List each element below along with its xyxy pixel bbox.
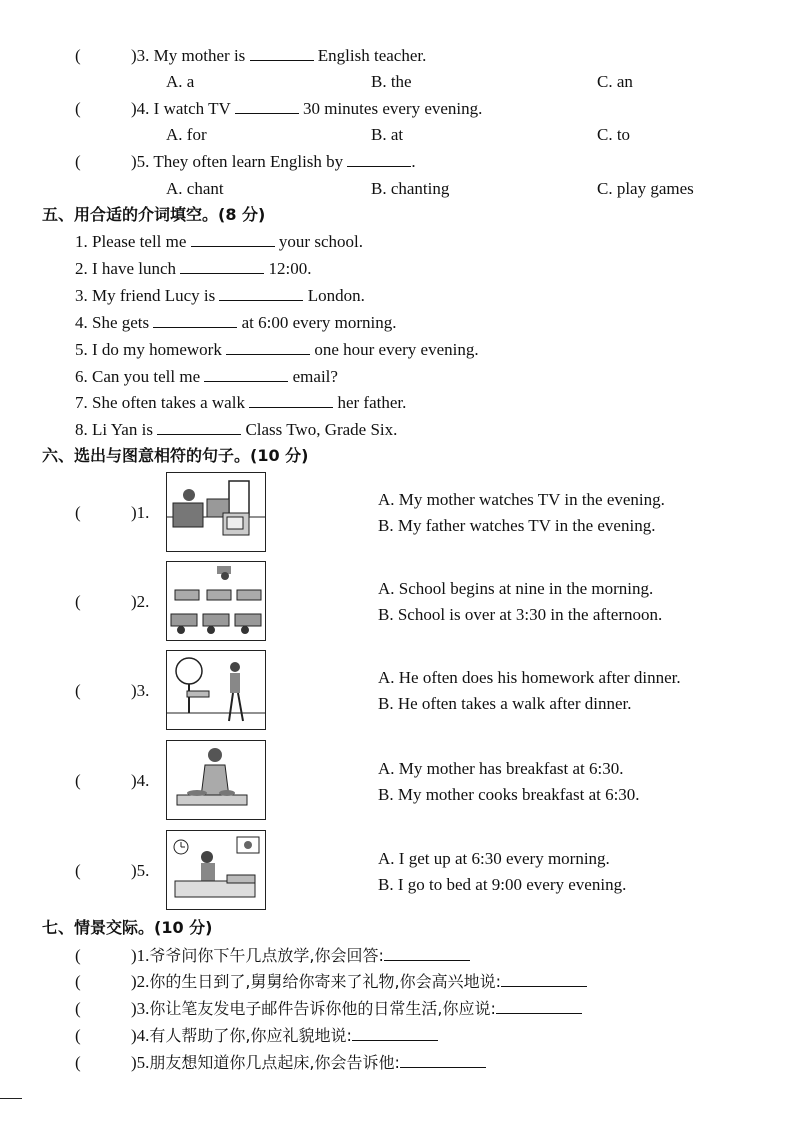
- section-5-item: [75, 259, 312, 279]
- answer-paren[interactable]: (: [75, 771, 81, 790]
- item-text: your school.: [278, 232, 363, 251]
- option-c[interactable]: C. to: [597, 125, 631, 144]
- section-5-item: [75, 367, 338, 387]
- item-text: Class Two, Grade Six.: [245, 420, 398, 439]
- answer-paren[interactable]: (: [75, 152, 81, 171]
- option-a[interactable]: A. a: [166, 72, 195, 91]
- option-a[interactable]: A. chant: [166, 179, 224, 198]
- answer-blank[interactable]: [219, 286, 303, 301]
- item-number: )4.: [131, 771, 150, 790]
- cooking-scene-illustration: [167, 741, 265, 819]
- section-5-title: 五、用合适的介词填空。(8 分): [42, 205, 266, 224]
- prompt-text: 有人帮助了你,你应礼貌地说:: [149, 1026, 352, 1045]
- choice-b[interactable]: B. He often takes a walk after dinner.: [378, 694, 632, 713]
- answer-blank[interactable]: [153, 313, 237, 328]
- tv-scene-illustration: [167, 473, 265, 551]
- answer-blank[interactable]: [235, 99, 299, 114]
- answer-blank[interactable]: [191, 232, 275, 247]
- answer-paren[interactable]: (: [75, 99, 81, 118]
- section-5-item: [75, 340, 479, 360]
- stem-text: 30 minutes every evening.: [302, 99, 483, 118]
- item-number: )2.: [131, 592, 150, 611]
- section-5-item: [75, 420, 397, 440]
- item-number: )1.: [131, 946, 150, 965]
- answer-blank[interactable]: [157, 420, 241, 435]
- answer-paren[interactable]: (: [75, 972, 81, 991]
- answer-blank[interactable]: [400, 1053, 486, 1068]
- item-number: )1.: [131, 503, 150, 522]
- option-c[interactable]: C. play games: [597, 179, 694, 198]
- picture-walking: [166, 650, 266, 730]
- choice-a[interactable]: A. I get up at 6:30 every morning.: [378, 849, 610, 868]
- item-number: )4.: [131, 1026, 150, 1045]
- prompt-text: 你让笔友发电子邮件告诉你他的日常生活,你应说:: [149, 999, 496, 1018]
- answer-paren[interactable]: (: [75, 46, 81, 65]
- answer-paren[interactable]: (: [75, 1026, 81, 1045]
- stem-text: English teacher.: [317, 46, 427, 65]
- item-number: )3.: [131, 681, 150, 700]
- stem-text: They often learn English by: [153, 152, 344, 171]
- classroom-illustration: [167, 562, 265, 640]
- item-text: 1. Please tell me: [75, 232, 187, 251]
- item-number: )4.: [131, 99, 150, 118]
- answer-blank[interactable]: [384, 946, 470, 961]
- choice-a[interactable]: A. My mother has breakfast at 6:30.: [378, 759, 624, 778]
- option-c[interactable]: C. an: [597, 72, 633, 91]
- stem-text: I watch TV: [153, 99, 231, 118]
- answer-blank[interactable]: [347, 152, 411, 167]
- section-5-item: [75, 393, 406, 413]
- answer-paren[interactable]: (: [75, 592, 81, 611]
- item-text: 8. Li Yan is: [75, 420, 153, 439]
- prompt-text: 爷爷问你下午几点放学,你会回答:: [149, 946, 384, 965]
- item-text: her father.: [337, 393, 407, 412]
- answer-paren[interactable]: (: [75, 946, 81, 965]
- item-text: at 6:00 every morning.: [241, 313, 397, 332]
- item-number: )5.: [131, 152, 150, 171]
- section-5-item: [75, 313, 397, 333]
- item-number: )5.: [131, 861, 150, 880]
- item-text: 3. My friend Lucy is: [75, 286, 216, 305]
- answer-paren[interactable]: (: [75, 503, 81, 522]
- answer-paren[interactable]: (: [75, 861, 81, 880]
- answer-blank[interactable]: [250, 46, 314, 61]
- prompt-text: 你的生日到了,舅舅给你寄来了礼物,你会高兴地说:: [149, 972, 501, 991]
- stem-text: .: [411, 152, 416, 171]
- picture-watching-tv: [166, 472, 266, 552]
- answer-blank[interactable]: [226, 340, 310, 355]
- footer-rule: [0, 1098, 22, 1099]
- item-text: 2. I have lunch: [75, 259, 177, 278]
- choice-b[interactable]: B. I go to bed at 9:00 every evening.: [378, 875, 627, 894]
- option-b[interactable]: B. at: [371, 125, 404, 144]
- option-b[interactable]: B. chanting: [371, 179, 450, 198]
- item-text: one hour every evening.: [314, 340, 479, 359]
- item-text: 7. She often takes a walk: [75, 393, 245, 412]
- choice-b[interactable]: B. My father watches TV in the evening.: [378, 516, 656, 535]
- section-5-item: [75, 232, 363, 252]
- bedroom-scene-illustration: [167, 831, 265, 909]
- choice-a[interactable]: A. My mother watches TV in the evening.: [378, 490, 665, 509]
- item-text: 6. Can you tell me: [75, 367, 201, 386]
- section-5-item: [75, 286, 365, 306]
- item-text: 5. I do my homework: [75, 340, 222, 359]
- prompt-text: 朋友想知道你几点起床,你会告诉他:: [149, 1053, 400, 1072]
- option-b[interactable]: B. the: [371, 72, 412, 91]
- answer-paren[interactable]: (: [75, 1053, 81, 1072]
- picture-bedroom: [166, 830, 266, 910]
- item-text: email?: [292, 367, 338, 386]
- item-text: London.: [307, 286, 365, 305]
- choice-b[interactable]: B. My mother cooks breakfast at 6:30.: [378, 785, 640, 804]
- item-number: )5.: [131, 1053, 150, 1072]
- section-6-title: 六、选出与图意相符的句子。(10 分): [42, 446, 309, 465]
- item-number: )3.: [131, 46, 150, 65]
- choice-b[interactable]: B. School is over at 3:30 in the afternoon.: [378, 605, 663, 624]
- answer-paren[interactable]: (: [75, 999, 81, 1018]
- picture-classroom: [166, 561, 266, 641]
- choice-a[interactable]: A. School begins at nine in the morning.: [378, 579, 654, 598]
- section-7-title: 七、情景交际。(10 分): [42, 918, 213, 937]
- answer-blank[interactable]: [204, 367, 288, 382]
- walk-scene-illustration: [167, 651, 265, 729]
- answer-blank[interactable]: [352, 1026, 438, 1041]
- item-number: )2.: [131, 972, 150, 991]
- choice-a[interactable]: A. He often does his homework after dinner.: [378, 668, 681, 687]
- item-text: 12:00.: [268, 259, 312, 278]
- option-a[interactable]: A. for: [166, 125, 207, 144]
- answer-blank[interactable]: [501, 972, 587, 987]
- answer-blank[interactable]: [180, 259, 264, 274]
- answer-blank[interactable]: [496, 999, 582, 1014]
- picture-cooking: [166, 740, 266, 820]
- item-number: )3.: [131, 999, 150, 1018]
- stem-text: My mother is: [153, 46, 246, 65]
- answer-paren[interactable]: (: [75, 681, 81, 700]
- item-text: 4. She gets: [75, 313, 150, 332]
- answer-blank[interactable]: [249, 393, 333, 408]
